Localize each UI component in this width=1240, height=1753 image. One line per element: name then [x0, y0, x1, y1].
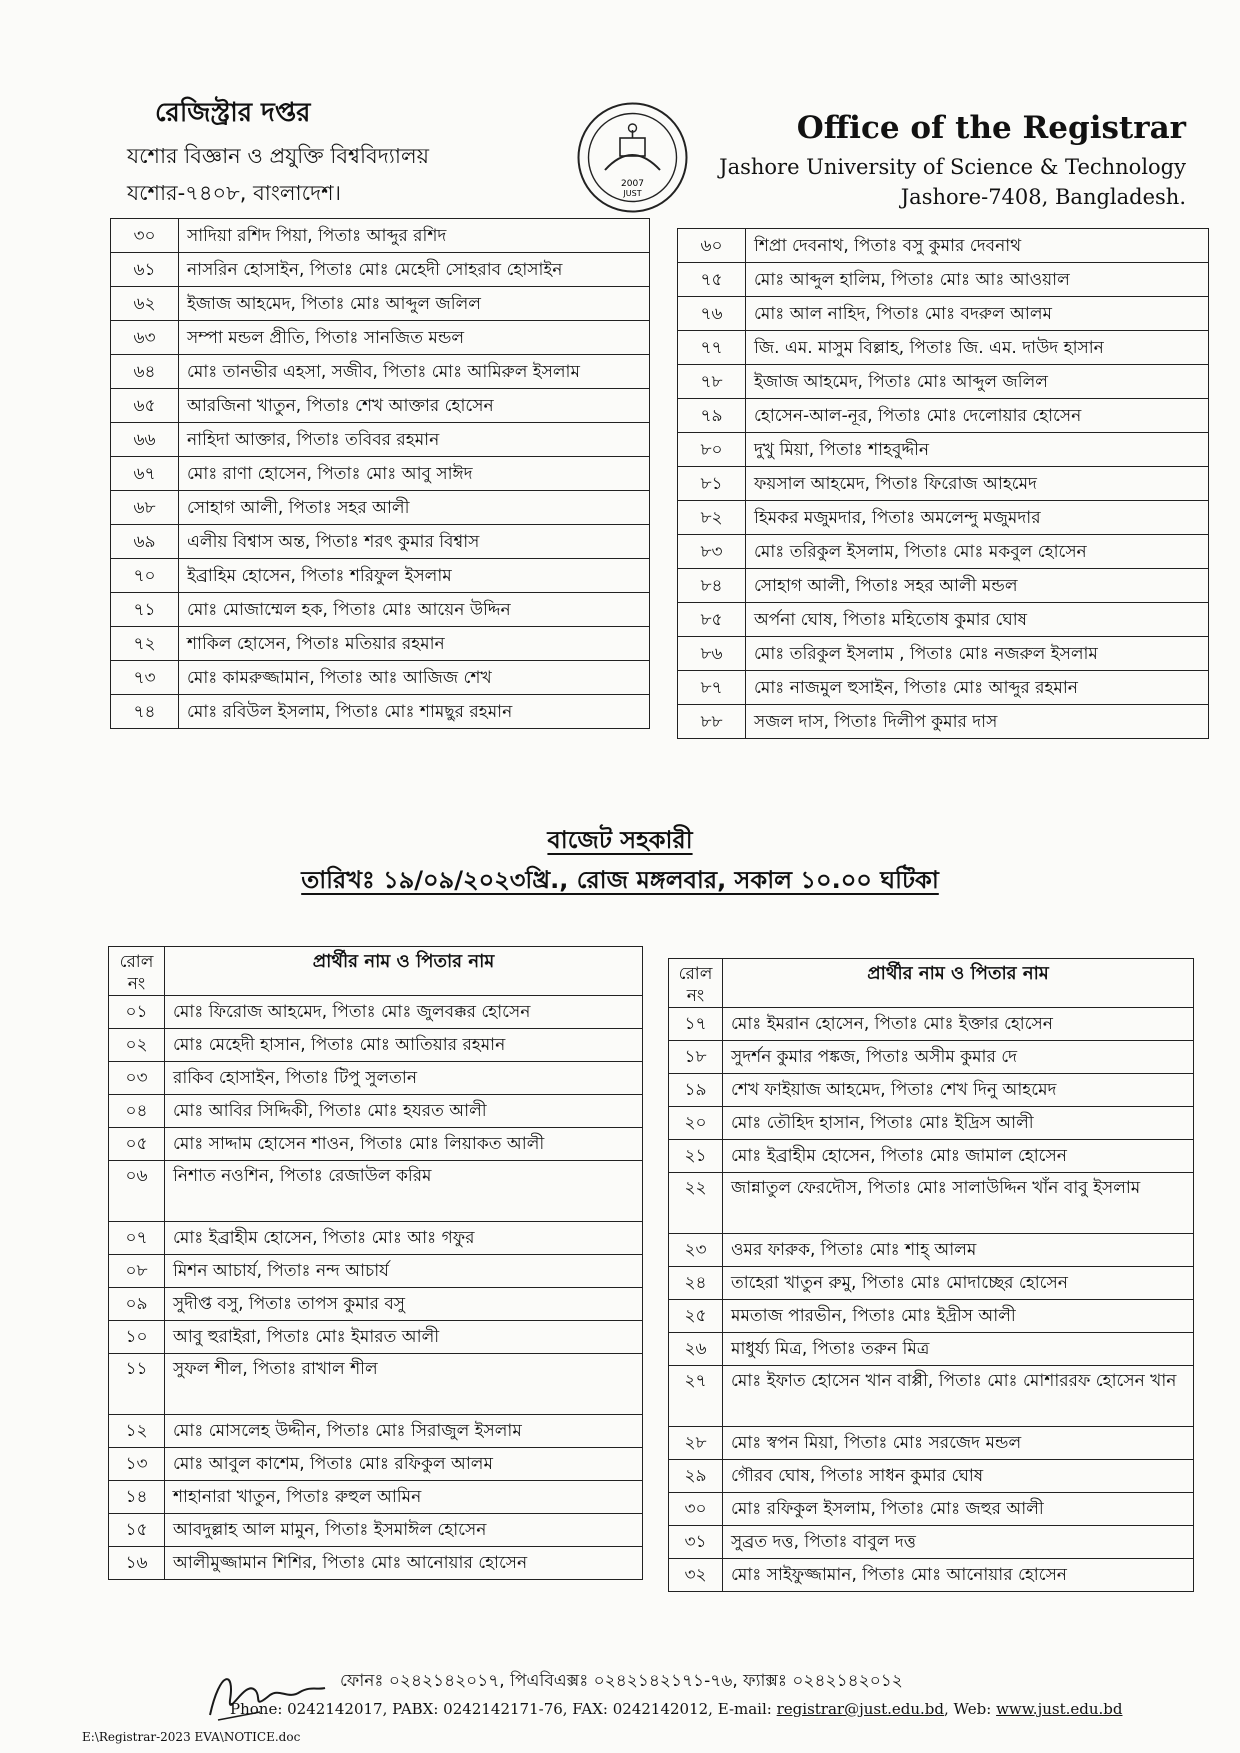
roll-column-header: রোল নং	[109, 947, 165, 996]
candidate-name: মোঃ ফিরোজ আহমেদ, পিতাঃ মোঃ জুলবক্কর হোসেন	[165, 996, 643, 1029]
roll-number: ৩০	[669, 1493, 723, 1526]
table-row	[111, 287, 650, 321]
candidate-name: মোঃ তৌহিদ হাসান, পিতাঃ মোঃ ইদ্রিস আলী	[723, 1107, 1194, 1140]
candidate-name: আবু হুরাইরা, পিতাঃ মোঃ ইমারত আলী	[165, 1321, 643, 1354]
candidate-name: সোহাগ আলী, পিতাঃ সহর আলী	[179, 491, 650, 525]
footer-bn-contact: ফোনঃ ০২৪২১৪২০১৭, পিএবিএক্সঃ ০২৪২১৪২১৭১-৭৬, ফ্যাক্সঃ ০২৪২১৪২০১২	[340, 1671, 903, 1691]
roll-number: ৬২	[111, 287, 179, 321]
candidate-name: জি. এম. মাসুম বিল্লাহ, পিতাঃ জি. এম. দাউদ হাসান	[746, 331, 1209, 365]
roll-number: ১৭	[669, 1008, 723, 1041]
roll-number: ৮৪	[678, 569, 746, 603]
roll-number: ১৫	[109, 1514, 165, 1547]
candidate-name: মমতাজ পারভীন, পিতাঃ মোঃ ইদ্রীস আলী	[723, 1300, 1194, 1333]
roll-number: ৩২	[669, 1559, 723, 1592]
table-row	[669, 1460, 1194, 1493]
candidate-name: সোহাগ আলী, পিতাঃ সহর আলী মন্ডল	[746, 569, 1209, 603]
table-row	[109, 1547, 643, 1580]
candidate-name: মোঃ মেহেদী হাসান, পিতাঃ মোঃ আতিয়ার রহমান	[165, 1029, 643, 1062]
roll-number: ২৪	[669, 1267, 723, 1300]
bn-address: যশোর-৭৪০৮, বাংলাদেশ।	[127, 181, 342, 205]
university-seal-logo	[575, 100, 690, 215]
table-row	[109, 996, 643, 1029]
table-row	[109, 1354, 643, 1415]
candidate-name: নাহিদা আক্তার, পিতাঃ তবিবর রহমান	[179, 423, 650, 457]
roll-number: ৬৯	[111, 525, 179, 559]
table-row	[111, 695, 650, 729]
table-row	[669, 1074, 1194, 1107]
candidate-name: দুখু মিয়া, পিতাঃ শাহবুদ্দীন	[746, 433, 1209, 467]
roll-number: ৮২	[678, 501, 746, 535]
roll-number: ৭২	[111, 627, 179, 661]
registrar-signature	[200, 1660, 330, 1730]
candidate-name: মোঃ ইফাত হোসেন খান বাপ্পী, পিতাঃ মোঃ মোশাররফ হোসেন খান	[723, 1366, 1194, 1427]
roll-number: ০৩	[109, 1062, 165, 1095]
table-row	[669, 1427, 1194, 1460]
candidate-name: মোঃ সাইফুজ্জামান, পিতাঃ মোঃ আনোয়ার হোসেন	[723, 1559, 1194, 1592]
candidate-name: মোঃ নাজমুল হুসাইন, পিতাঃ মোঃ আব্দুর রহমান	[746, 671, 1209, 705]
roll-number: ৬৭	[111, 457, 179, 491]
en-university-name: Jashore University of Science & Technology	[719, 155, 1186, 179]
table-row	[678, 501, 1209, 535]
roll-number: ০৬	[109, 1161, 165, 1222]
table-row	[669, 1366, 1194, 1427]
table-row	[678, 229, 1209, 263]
roll-number: ৩১	[669, 1526, 723, 1559]
candidate-name: মোঃ ইমরান হোসেন, পিতাঃ মোঃ ইক্তার হোসেন	[723, 1008, 1194, 1041]
registrar-email-link[interactable]: registrar@just.edu.bd	[776, 1700, 944, 1718]
roll-number: ২৫	[669, 1300, 723, 1333]
bottom-right-roll-table	[668, 958, 1194, 1592]
roll-number: ৮০	[678, 433, 746, 467]
table-row	[109, 1481, 643, 1514]
roll-number: ৬৬	[111, 423, 179, 457]
table-row	[669, 1267, 1194, 1300]
roll-number: ১৪	[109, 1481, 165, 1514]
table-row	[109, 1255, 643, 1288]
table-row	[678, 263, 1209, 297]
candidate-name: শেখ ফাইয়াজ আহমেদ, পিতাঃ শেখ দিনু আহমেদ	[723, 1074, 1194, 1107]
table-row	[669, 1173, 1194, 1234]
roll-number: ০৭	[109, 1222, 165, 1255]
roll-number: ২০	[669, 1107, 723, 1140]
candidate-name: মোঃ তরিকুল ইসলাম , পিতাঃ মোঃ নজরুল ইসলাম	[746, 637, 1209, 671]
roll-number: ৭০	[111, 559, 179, 593]
candidate-name: ইজাজ আহমেদ, পিতাঃ মোঃ আব্দুল জলিল	[179, 287, 650, 321]
candidate-name: শাহানারা খাতুন, পিতাঃ রুহুল আমিন	[165, 1481, 643, 1514]
table-row	[109, 1222, 643, 1255]
candidate-name: মিশন আচার্য, পিতাঃ নন্দ আচার্য	[165, 1255, 643, 1288]
table-row	[111, 559, 650, 593]
candidate-name: মোঃ কামরুজ্জামান, পিতাঃ আঃ আজিজ শেখ	[179, 661, 650, 695]
roll-number: ০৪	[109, 1095, 165, 1128]
candidate-name: মোঃ আব্দুল হালিম, পিতাঃ মোঃ আঃ আওয়াল	[746, 263, 1209, 297]
table-row	[669, 1300, 1194, 1333]
roll-number: ০১	[109, 996, 165, 1029]
table-row	[109, 1514, 643, 1547]
candidate-name: অর্পনা ঘোষ, পিতাঃ মহিতোষ কুমার ঘোষ	[746, 603, 1209, 637]
roll-number: ২২	[669, 1173, 723, 1234]
roll-number: ২১	[669, 1140, 723, 1173]
document-file-path: E:\Registrar-2023 EVA\NOTICE.doc	[82, 1730, 301, 1744]
candidate-name: গৌরব ঘোষ, পিতাঃ সাধন কুমার ঘোষ	[723, 1460, 1194, 1493]
candidate-name: মোঃ রবিউল ইসলাম, পিতাঃ মোঃ শামছুর রহমান	[179, 695, 650, 729]
roll-number: ৭৯	[678, 399, 746, 433]
candidate-name: মোঃ আবুল কাশেম, পিতাঃ মোঃ রফিকুল আলম	[165, 1448, 643, 1481]
name-column-header: প্রার্থীর নাম ও পিতার নাম	[723, 959, 1194, 1008]
candidate-name: মোঃ তরিকুল ইসলাম, পিতাঃ মোঃ মকবুল হোসেন	[746, 535, 1209, 569]
university-website-link[interactable]: www.just.edu.bd	[996, 1700, 1123, 1718]
candidate-name: হোসেন-আল-নূর, পিতাঃ মোঃ দেলোয়ার হোসেন	[746, 399, 1209, 433]
section-title: বাজেট সহকারী	[547, 826, 693, 854]
top-right-roll-table	[677, 228, 1209, 739]
roll-number: ২৯	[669, 1460, 723, 1493]
name-column-header: প্রার্থীর নাম ও পিতার নাম	[165, 947, 643, 996]
roll-number: ০২	[109, 1029, 165, 1062]
roll-number: ৩০	[111, 219, 179, 253]
candidate-name: ইব্রাহিম হোসেন, পিতাঃ শরিফুল ইসলাম	[179, 559, 650, 593]
roll-number: ১২	[109, 1415, 165, 1448]
roll-number: ৭৪	[111, 695, 179, 729]
roll-number: ৬৫	[111, 389, 179, 423]
table-row	[109, 1448, 643, 1481]
roll-number: ২৬	[669, 1333, 723, 1366]
table-row	[669, 1526, 1194, 1559]
candidate-name: মোঃ রাণা হোসেন, পিতাঃ মোঃ আবু সাঈদ	[179, 457, 650, 491]
table-row	[678, 399, 1209, 433]
candidate-name: জান্নাতুল ফেরদৌস, পিতাঃ মোঃ সালাউদ্দিন খাঁন বাবু ইসলাম	[723, 1173, 1194, 1234]
table-row	[669, 1559, 1194, 1592]
table-row	[678, 467, 1209, 501]
roll-number: ০৯	[109, 1288, 165, 1321]
table-row	[111, 593, 650, 627]
roll-number: ০৮	[109, 1255, 165, 1288]
candidate-name: মোঃ আল নাহিদ, পিতাঃ মোঃ বদরুল আলম	[746, 297, 1209, 331]
candidate-name: সাদিয়া রশিদ পিয়া, পিতাঃ আব্দুর রশিদ	[179, 219, 650, 253]
candidate-name: রাকিব হোসাইন, পিতাঃ টিপু সুলতান	[165, 1062, 643, 1095]
roll-number: ৮৮	[678, 705, 746, 739]
candidate-name: ওমর ফারুক, পিতাঃ মোঃ শাহ্ আলম	[723, 1234, 1194, 1267]
candidate-name: শাকিল হোসেন, পিতাঃ মতিয়ার রহমান	[179, 627, 650, 661]
candidate-name: সম্পা মন্ডল প্রীতি, পিতাঃ সানজিত মন্ডল	[179, 321, 650, 355]
table-row	[111, 253, 650, 287]
candidate-name: এলীয় বিশ্বাস অন্ত, পিতাঃ শরৎ কুমার বিশ্বাস	[179, 525, 650, 559]
table-row	[111, 219, 650, 253]
table-row	[111, 321, 650, 355]
table-row	[669, 1140, 1194, 1173]
candidate-name: সুদীপ্ত বসু, পিতাঃ তাপস কুমার বসু	[165, 1288, 643, 1321]
table-row	[111, 389, 650, 423]
roll-number: ১৬	[109, 1547, 165, 1580]
table-row	[109, 1321, 643, 1354]
roll-number: ৮১	[678, 467, 746, 501]
candidate-name: সজল দাস, পিতাঃ দিলীপ কুমার দাস	[746, 705, 1209, 739]
table-row	[669, 1008, 1194, 1041]
table-row	[111, 355, 650, 389]
table-row	[678, 365, 1209, 399]
candidate-name: মোঃ মোসলেহ উদ্দীন, পিতাঃ মোঃ সিরাজুল ইসলাম	[165, 1415, 643, 1448]
candidate-name: মোঃ সাদ্দাম হোসেন শাওন, পিতাঃ মোঃ লিয়াকত আলী	[165, 1128, 643, 1161]
table-row	[669, 1493, 1194, 1526]
roll-number: ১০	[109, 1321, 165, 1354]
candidate-name: মোঃ মোজাম্মেল হক, পিতাঃ মোঃ আয়েন উদ্দিন	[179, 593, 650, 627]
table-row	[669, 1234, 1194, 1267]
table-row	[669, 1333, 1194, 1366]
table-row	[669, 1107, 1194, 1140]
en-office-title: Office of the Registrar	[796, 110, 1186, 146]
exam-date-line: তারিখঃ ১৯/০৯/২০২৩খ্রি., রোজ মঙ্গলবার, সকাল ১০.০০ ঘটিকা	[301, 866, 939, 894]
roll-number: ৬০	[678, 229, 746, 263]
candidate-name: হিমকর মজুমদার, পিতাঃ অমলেন্দু মজুমদার	[746, 501, 1209, 535]
roll-number: ০৫	[109, 1128, 165, 1161]
roll-number: ১১	[109, 1354, 165, 1415]
candidate-name: ইজাজ আহমেদ, পিতাঃ মোঃ আব্দুল জলিল	[746, 365, 1209, 399]
candidate-name: মোঃ স্বপন মিয়া, পিতাঃ মোঃ সরজেদ মন্ডল	[723, 1427, 1194, 1460]
candidate-name: মাধুর্য্য মিত্র, পিতাঃ তরুন মিত্র	[723, 1333, 1194, 1366]
candidate-name: আলীমুজ্জামান শিশির, পিতাঃ মোঃ আনোয়ার হোসেন	[165, 1547, 643, 1580]
candidate-name: মোঃ ইব্রাহীম হোসেন, পিতাঃ মোঃ আঃ গফুর	[165, 1222, 643, 1255]
candidate-name: আরজিনা খাতুন, পিতাঃ শেখ আক্তার হোসেন	[179, 389, 650, 423]
table-row	[109, 1062, 643, 1095]
table-row	[678, 671, 1209, 705]
bottom-left-roll-table	[108, 946, 643, 1580]
roll-number: ১৯	[669, 1074, 723, 1107]
table-row	[111, 457, 650, 491]
candidate-name: শিপ্রা দেবনাথ, পিতাঃ বসু কুমার দেবনাথ	[746, 229, 1209, 263]
roll-column-header: রোল নং	[669, 959, 723, 1008]
table-row	[669, 1041, 1194, 1074]
candidate-name: আবদুল্লাহ আল মামুন, পিতাঃ ইসমাঈল হোসেন	[165, 1514, 643, 1547]
seal-year: 2007	[621, 179, 644, 189]
bn-office-title: রেজিস্ট্রার দপ্তর	[155, 98, 311, 128]
roll-number: ৮৬	[678, 637, 746, 671]
seal-acronym: JUST	[623, 189, 642, 198]
roll-number: ৮৭	[678, 671, 746, 705]
roll-number: ২৩	[669, 1234, 723, 1267]
table-row	[678, 535, 1209, 569]
roll-number: ৭৭	[678, 331, 746, 365]
roll-number: ৭৮	[678, 365, 746, 399]
bn-university-name: যশোর বিজ্ঞান ও প্রযুক্তি বিশ্ববিদ্যালয়	[127, 144, 429, 168]
table-row	[109, 1415, 643, 1448]
table-row	[109, 1288, 643, 1321]
table-row	[678, 297, 1209, 331]
table-row	[111, 525, 650, 559]
roll-number: ৭৫	[678, 263, 746, 297]
roll-number: ৬৮	[111, 491, 179, 525]
candidate-name: ফয়সাল আহমেদ, পিতাঃ ফিরোজ আহমেদ	[746, 467, 1209, 501]
roll-number: ৮৩	[678, 535, 746, 569]
table-row	[678, 331, 1209, 365]
roll-number: ৬৩	[111, 321, 179, 355]
table-row	[109, 1095, 643, 1128]
candidate-name: মোঃ আবির সিদ্দিকী, পিতাঃ মোঃ হযরত আলী	[165, 1095, 643, 1128]
table-row	[678, 433, 1209, 467]
candidate-name: মোঃ ইব্রাহীম হোসেন, পিতাঃ মোঃ জামাল হোসেন	[723, 1140, 1194, 1173]
roll-number: ২৮	[669, 1427, 723, 1460]
candidate-name: নাসরিন হোসাইন, পিতাঃ মোঃ মেহেদী সোহরাব হোসাইন	[179, 253, 650, 287]
roll-number: ৬৪	[111, 355, 179, 389]
candidate-name: মোঃ তানভীর এহসা, সজীব, পিতাঃ মোঃ আমিরুল ইসলাম	[179, 355, 650, 389]
table-row	[678, 603, 1209, 637]
table-row	[111, 491, 650, 525]
table-row	[678, 569, 1209, 603]
roll-number: ১৩	[109, 1448, 165, 1481]
en-address: Jashore-7408, Bangladesh.	[900, 185, 1186, 209]
roll-number: ৭১	[111, 593, 179, 627]
table-row	[109, 1029, 643, 1062]
candidate-name: সুফল শীল, পিতাঃ রাখাল শীল	[165, 1354, 643, 1415]
roll-number: ৭৩	[111, 661, 179, 695]
roll-number: ৭৬	[678, 297, 746, 331]
roll-number: ১৮	[669, 1041, 723, 1074]
candidate-name: সুব্রত দত্ত, পিতাঃ বাবুল দত্ত	[723, 1526, 1194, 1559]
candidate-name: নিশাত নওশিন, পিতাঃ রেজাউল করিম	[165, 1161, 643, 1222]
top-left-roll-table	[110, 218, 650, 729]
table-row	[109, 1128, 643, 1161]
table-row	[111, 627, 650, 661]
table-row	[111, 423, 650, 457]
roll-number: ২৭	[669, 1366, 723, 1427]
table-row	[111, 661, 650, 695]
candidate-name: সুদর্শন কুমার পঙ্কজ, পিতাঃ অসীম কুমার দে	[723, 1041, 1194, 1074]
table-row	[109, 1161, 643, 1222]
table-row	[678, 705, 1209, 739]
table-row	[678, 637, 1209, 671]
footer-en-contact: Phone: 0242142017, PABX: 0242142171-76, FAX: 0242142012, E-mail: registrar@just.edu.bd, Web: www.just.edu.bd	[230, 1700, 1123, 1718]
candidate-name: মোঃ রফিকুল ইসলাম, পিতাঃ মোঃ জহুর আলী	[723, 1493, 1194, 1526]
roll-number: ৮৫	[678, 603, 746, 637]
roll-number: ৬১	[111, 253, 179, 287]
candidate-name: তাহেরা খাতুন রুমু, পিতাঃ মোঃ মোদাচ্ছের হোসেন	[723, 1267, 1194, 1300]
